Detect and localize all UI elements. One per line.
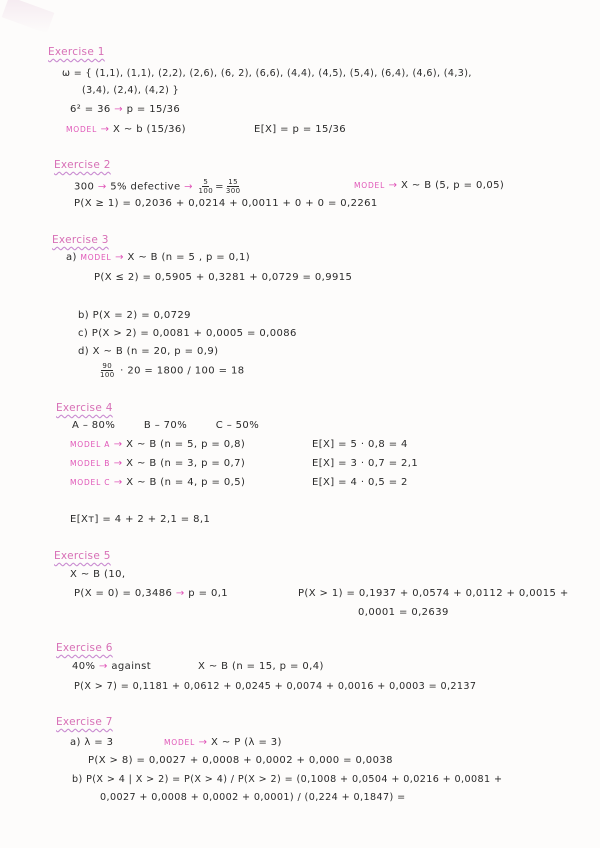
arrow-icon: → <box>113 439 123 450</box>
ex3-d-calc-line <box>98 362 245 379</box>
arrow-icon: → <box>184 181 193 193</box>
ex4-model-a-line <box>70 439 245 450</box>
exercise-3-heading: Exercise 3 <box>52 234 109 246</box>
ex4-percentages: A – 80% B – 70% C – 50% <box>72 420 260 431</box>
ex6-against-pct: 40% <box>72 661 96 672</box>
ex1-space-right: p = 15/36 <box>126 104 181 115</box>
arrow-icon: → <box>100 124 110 135</box>
arrow-icon: → <box>97 181 107 193</box>
ex5-p: p = 0,1 <box>188 588 229 599</box>
ex6-against-line <box>72 661 151 672</box>
paper-corner-mark <box>2 0 55 34</box>
ex4-exp-c: E[X] = 4 · 0,5 = 2 <box>312 477 408 488</box>
ex3-c: c) P(X > 2) = 0,0081 + 0,0005 = 0,0086 <box>78 328 297 339</box>
ex7-b-line-1: b) P(X > 4 | X > 2) = P(X > 4) / P(X > 2) = (0,1008 + 0,0504 + 0,0216 + 0,0081 + <box>72 774 503 785</box>
ex1-model-line <box>66 124 186 135</box>
ex1-omega-line-2: (3,4), (2,4), (4,2) } <box>82 85 180 96</box>
ex4-exp-b: E[X] = 3 · 0,7 = 2,1 <box>312 458 419 469</box>
ex2-defective: 5% defective <box>110 181 181 193</box>
arrow-icon: → <box>113 458 123 469</box>
ex7-dist: X ~ P (λ = 3) <box>211 737 282 748</box>
ex4-total: E[Xᴛ] = 4 + 2 + 2,1 = 8,1 <box>70 514 211 525</box>
ex5-sum-line-2: 0,0001 = 0,2639 <box>358 607 449 618</box>
arrow-icon: → <box>114 104 124 115</box>
model-a-label: MODEL A <box>70 440 111 449</box>
ex6-prob: P(X > 7) = 0,1181 + 0,0612 + 0,0245 + 0,0074 + 0,0016 + 0,0003 = 0,2137 <box>74 681 477 692</box>
ex2-model-dist: X ~ B (5, p = 0,05) <box>401 180 505 191</box>
ex1-model-dist: X ~ b (15/36) <box>113 124 186 135</box>
ex3-d-calc: · 20 = 1800 / 100 = 18 <box>120 365 245 377</box>
model-c-label: MODEL C <box>70 478 111 487</box>
ex4-dist-c: X ~ B (n = 4, p = 0,5) <box>126 477 246 488</box>
ex5-dist: X ~ B (10, <box>70 569 126 580</box>
ex1-space-left: 6² = 36 <box>70 104 111 115</box>
ex5-p0-line <box>74 588 228 599</box>
exercise-7-heading: Exercise 7 <box>56 716 113 728</box>
arrow-icon: → <box>113 477 123 488</box>
ex6-against-word: against <box>111 661 152 672</box>
ex7-b-line-2: 0,0027 + 0,0008 + 0,0002 + 0,0001) / (0,224 + 0,1847) = <box>100 792 406 803</box>
ex2-line-1: 300 → 5% defective → $\frac{5}{100}$ = $\frac{15}{300}$ <box>74 178 241 195</box>
ex1-expectation: E[X] = p = 15/36 <box>254 124 347 135</box>
ex2-total: 300 <box>74 181 95 193</box>
ex3-d-fraction: $\frac{90}{100}$ <box>100 362 115 379</box>
exercise-6-heading: Exercise 6 <box>56 642 113 654</box>
ex2-fraction-2: $\frac{15}{300}$ <box>225 178 241 195</box>
model-label: MODEL <box>66 125 98 134</box>
ex3-a-label: a) <box>66 252 77 263</box>
ex1-omega-line-1: ω = { (1,1), (1,1), (2,2), (2,6), (6, 2), (6,6), (4,4), (4,5), (5,4), (6,4), (4,6), (4,3), <box>62 68 472 79</box>
ex3-a-line <box>66 252 250 263</box>
exercise-5-heading: Exercise 5 <box>54 550 111 562</box>
exercise-4-heading: Exercise 4 <box>56 402 113 414</box>
arrow-icon: → <box>115 252 124 263</box>
ex3-a-prob: P(X ≤ 2) = 0,5905 + 0,3281 + 0,0729 = 0,9915 <box>94 272 353 283</box>
arrow-icon: → <box>388 180 398 191</box>
ex1-space-line <box>70 104 180 115</box>
ex6-dist: X ~ B (n = 15, p = 0,4) <box>198 661 324 672</box>
ex4-dist-a: X ~ B (n = 5, p = 0,8) <box>126 439 246 450</box>
ex5-sum-line-1: P(X > 1) = 0,1937 + 0,0574 + 0,0112 + 0,0015 + <box>298 588 569 599</box>
arrow-icon: → <box>175 588 185 599</box>
exercise-2-heading: Exercise 2 <box>54 159 111 171</box>
model-label: MODEL <box>80 253 112 262</box>
model-b-label: MODEL B <box>70 459 111 468</box>
ex2-fraction-1: $\frac{5}{100}$ <box>198 178 214 195</box>
ex4-dist-b: X ~ B (n = 3, p = 0,7) <box>126 458 246 469</box>
ex3-a-dist: X ~ B (n = 5 , p = 0,1) <box>127 252 251 263</box>
model-label: MODEL <box>354 181 386 190</box>
ex3-d: d) X ~ B (n = 20, p = 0,9) <box>78 346 219 357</box>
ex2-line-2: P(X ≥ 1) = 0,2036 + 0,0214 + 0,0011 + 0 + 0 = 0,2261 <box>74 198 378 209</box>
ex3-b: b) P(X = 2) = 0,0729 <box>78 310 191 321</box>
arrow-icon: → <box>99 661 108 672</box>
exercise-1-heading: Exercise 1 <box>48 46 105 58</box>
ex7-a-prob: P(X > 8) = 0,0027 + 0,0008 + 0,0002 + 0,000 = 0,0038 <box>88 755 393 766</box>
ex7-a: a) λ = 3 <box>70 737 114 748</box>
arrow-icon: → <box>198 737 208 748</box>
ex2-model-line <box>354 180 504 191</box>
ex4-model-c-line <box>70 477 245 488</box>
ex4-model-b-line <box>70 458 245 469</box>
ex4-exp-a: E[X] = 5 · 0,8 = 4 <box>312 439 408 450</box>
ex5-p0: P(X = 0) = 0,3486 <box>74 588 173 599</box>
ex7-model-line <box>164 737 282 748</box>
model-label: MODEL <box>164 738 196 747</box>
